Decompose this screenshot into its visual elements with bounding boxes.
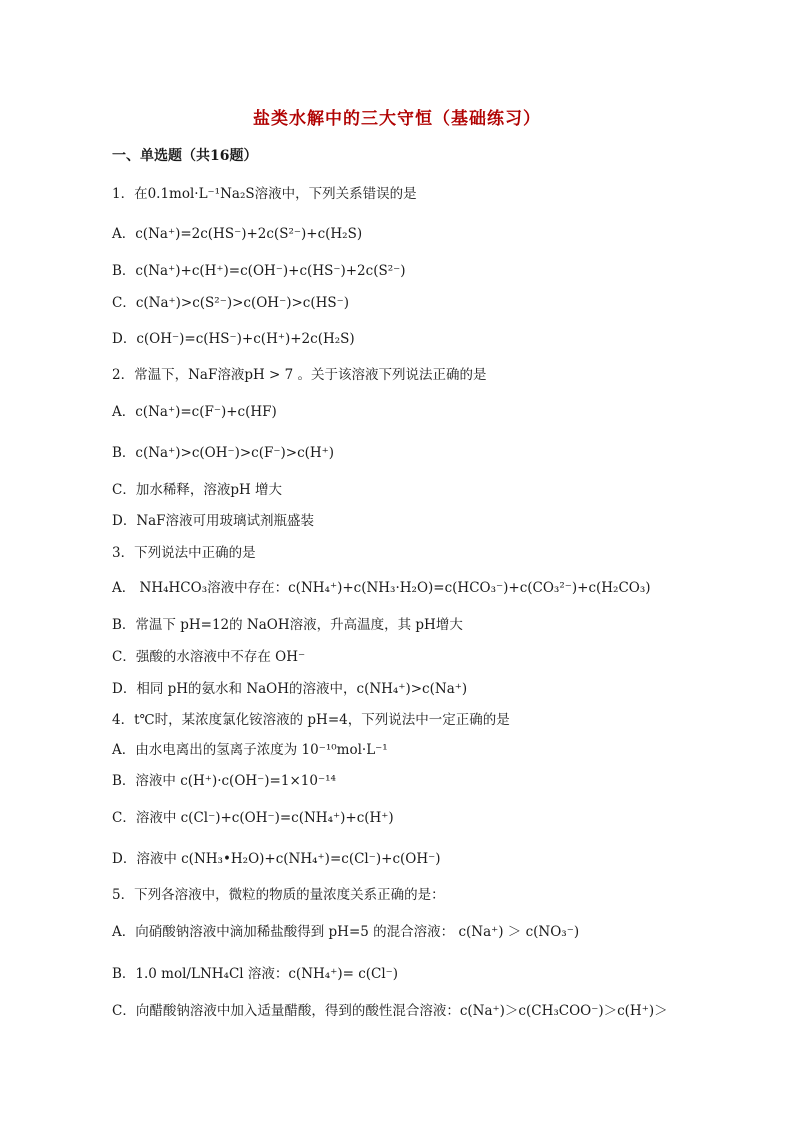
question-3-option-a: A． NH₄HCO₃溶液中存在：c(NH₄⁺)+c(NH₃·H₂O)=c(HCO₃⁻)+c(CO₃²⁻)+c(H₂CO₃) bbox=[112, 580, 651, 596]
question-3-option-d: D．相同 pH的氨水和 NaOH的溶液中，c(NH₄⁺)>c(Na⁺) bbox=[112, 681, 468, 697]
question-3-option-c: C．强酸的水溶液中不存在 OH⁻ bbox=[112, 649, 306, 665]
question-1-option-a: A．c(Na⁺)=2c(HS⁻)+2c(S²⁻)+c(H₂S) bbox=[112, 226, 363, 242]
document-title: 盐类水解中的三大守恒（基础练习） bbox=[253, 109, 541, 129]
question-2-option-a: A．c(Na⁺)=c(F⁻)+c(HF) bbox=[112, 404, 277, 420]
question-4-stem: 4．t℃时，某浓度氯化铵溶液的 pH=4，下列说法中一定正确的是 bbox=[112, 712, 510, 728]
question-4-option-a: A．由水电离出的氢离子浓度为 10⁻¹⁰mol·L⁻¹ bbox=[112, 742, 388, 758]
question-3-stem: 3．下列说法中正确的是 bbox=[112, 545, 256, 561]
question-5-stem: 5．下列各溶液中，微粒的物质的量浓度关系正确的是： bbox=[112, 887, 445, 903]
question-2-option-d: D．NaF溶液可用玻璃试剂瓶盛装 bbox=[112, 513, 315, 529]
question-5-option-b: B．1.0 mol/LNH₄Cl 溶液：c(NH₄⁺)= c(Cl⁻) bbox=[112, 966, 399, 982]
question-1-option-d: D．c(OH⁻)=c(HS⁻)+c(H⁺)+2c(H₂S) bbox=[112, 331, 355, 347]
question-1-option-c: C．c(Na⁺)>c(S²⁻)>c(OH⁻)>c(HS⁻) bbox=[112, 295, 350, 311]
question-1-option-b: B．c(Na⁺)+c(H⁺)=c(OH⁻)+c(HS⁻)+2c(S²⁻) bbox=[112, 263, 406, 279]
section-heading: 一、单选题（共16题） bbox=[112, 148, 258, 164]
question-3-option-b: B．常温下 pH=12的 NaOH溶液，升高温度，其 pH增大 bbox=[112, 617, 463, 633]
question-2-stem: 2．常温下，NaF溶液pH > 7 。关于该溶液下列说法正确的是 bbox=[112, 367, 487, 383]
question-4-option-c: C．溶液中 c(Cl⁻)+c(OH⁻)=c(NH₄⁺)+c(H⁺) bbox=[112, 810, 394, 826]
question-1-stem: 1．在0.1mol·L⁻¹Na₂S溶液中，下列关系错误的是 bbox=[112, 186, 417, 202]
question-2-option-c: C．加水稀释，溶液pH 增大 bbox=[112, 482, 283, 498]
question-5-option-a: A．向硝酸钠溶液中滴加稀盐酸得到 pH=5 的混合溶液： c(Na⁺) ＞ c(NO₃⁻) bbox=[112, 924, 580, 940]
question-5-option-c: C．向醋酸钠溶液中加入适量醋酸，得到的酸性混合溶液：c(Na⁺)＞c(CH₃COO⁻)＞c(H⁺)＞ bbox=[112, 1003, 668, 1019]
question-4-option-d: D．溶液中 c(NH₃•H₂O)+c(NH₄⁺)=c(Cl⁻)+c(OH⁻) bbox=[112, 851, 441, 867]
question-2-option-b: B．c(Na⁺)>c(OH⁻)>c(F⁻)>c(H⁺) bbox=[112, 445, 335, 461]
question-4-option-b: B．溶液中 c(H⁺)·c(OH⁻)=1×10⁻¹⁴ bbox=[112, 773, 336, 789]
